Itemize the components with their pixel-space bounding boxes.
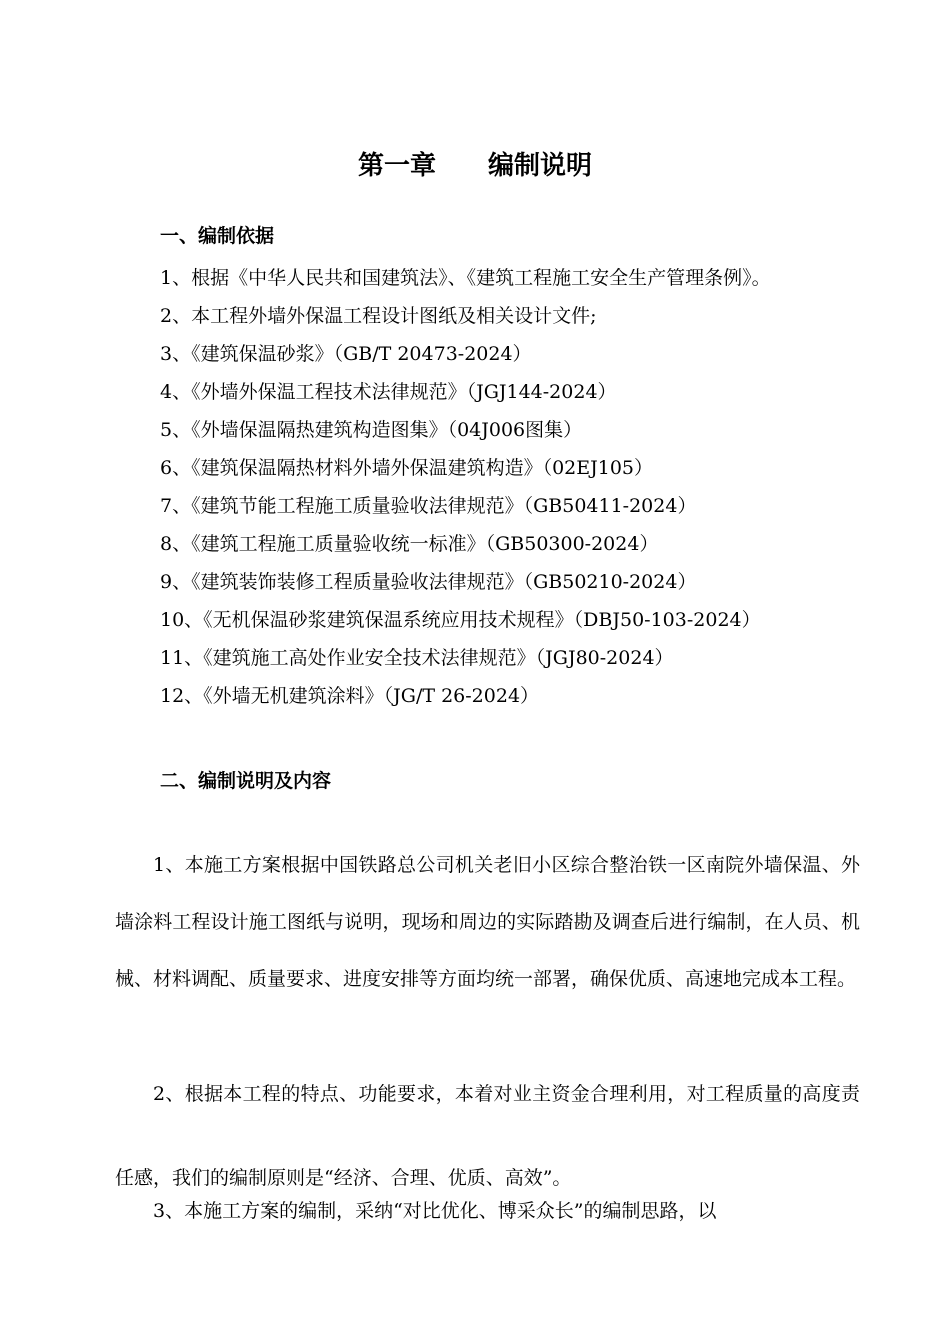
paragraph: 3、本施工方案的编制，采纳“对比优化、博采众长”的编制思路，以 <box>153 1200 717 1222</box>
list-item: 11、《建筑施工高处作业安全技术法律规范》（JGJ80-2024） <box>160 647 674 669</box>
list-item: 5、《外墙保温隔热建筑构造图集》（04J006图集） <box>160 419 583 441</box>
paragraph: 1、本施工方案根据中国铁路总公司机关老旧小区综合整治铁一区南院外墙保温、外墙涂料工程设计施工图纸与说明，现场和周边的实际踏勘及调查后进行编制，在人员、机械、材料调配、质量要求、进度安排等方面均统一部署，确保优质、高速地完成本工程。 <box>115 854 860 990</box>
list-item: 12、《外墙无机建筑涂料》（JG/T 26-2024） <box>160 685 540 707</box>
list-item: 3、《建筑保温砂浆》（GB/T 20473-2024） <box>160 343 532 365</box>
list-item: 4、《外墙外保温工程技术法律规范》（JGJ144-2024） <box>160 381 617 403</box>
section-heading-description: 二、编制说明及内容 <box>160 770 332 792</box>
chapter-title: 第一章 编制说明 <box>357 151 592 181</box>
section-heading-basis: 一、编制依据 <box>160 225 275 247</box>
list-item: 8、《建筑工程施工质量验收统一标准》（GB50300-2024） <box>160 533 659 555</box>
list-item: 7、《建筑节能工程施工质量验收法律规范》（GB50411-2024） <box>160 495 697 517</box>
paragraph: 2、根据本工程的特点、功能要求，本着对业主资金合理利用，对工程质量的高度责任感，我们的编制原则是“经济、合理、优质、高效”。 <box>115 1083 860 1189</box>
list-item: 6、《建筑保温隔热材料外墙外保温建筑构造》（02EJ105） <box>160 457 654 479</box>
list-item: 10、《无机保温砂浆建筑保温系统应用技术规程》（DBJ50-103-2024） <box>160 609 761 631</box>
list-item: 1、根据《中华人民共和国建筑法》、《建筑工程施工安全生产管理条例》。 <box>160 267 771 289</box>
basis-list <box>160 259 860 715</box>
list-item: 2、本工程外墙外保温工程设计图纸及相关设计文件; <box>160 305 597 327</box>
list-item: 9、《建筑装饰装修工程质量验收法律规范》（GB50210-2024） <box>160 571 697 593</box>
